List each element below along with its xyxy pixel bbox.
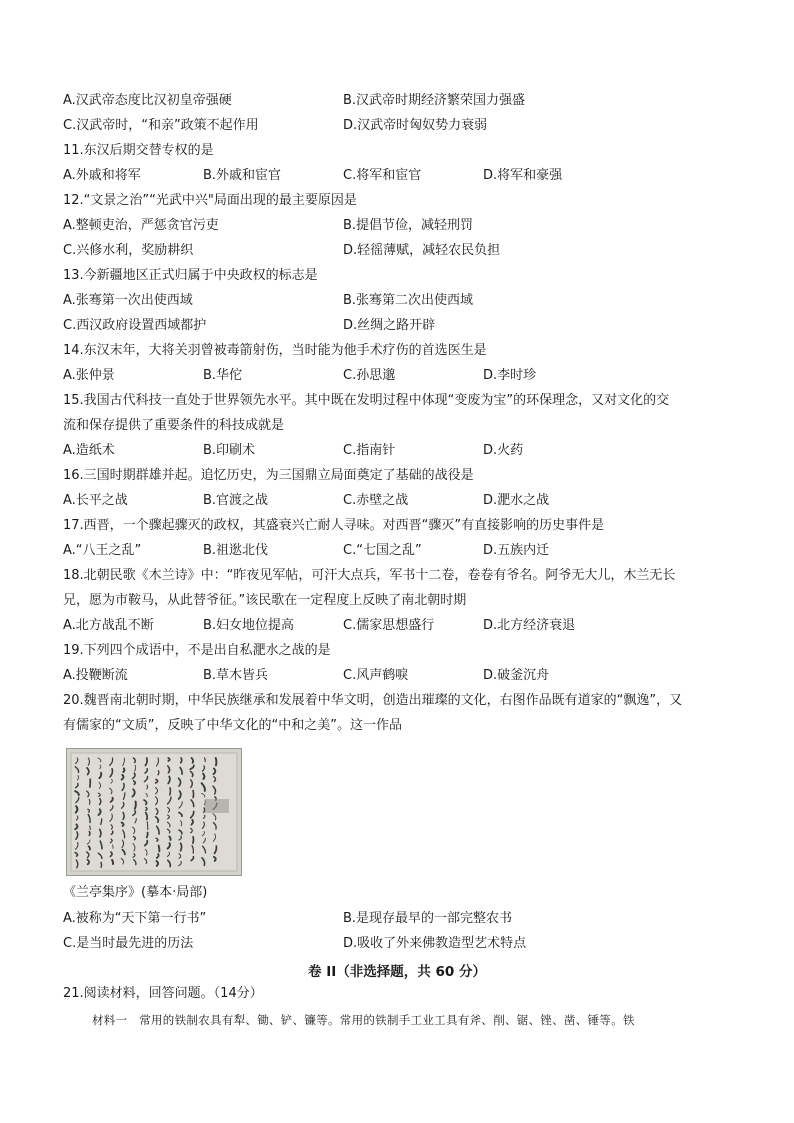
q14-option-d: D.李时珍 [483,368,537,383]
q13-option-c: C.西汉政府设置西域都护 [63,318,207,333]
q14-option-a: A.张仲景 [63,368,115,383]
q12-option-d: D.轻徭薄赋，减轻农民负担 [343,243,501,258]
q20-option-d: D.吸收了外来佛教造型艺术特点 [343,936,527,951]
brush-stroke [169,837,170,840]
q10-option-d: D.汉武帝时匈奴势力衰弱 [343,118,488,133]
q17-stem: 17.西晋，一个骤起骤灭的政权，其盛衰兴亡耐人寻味。对西晋“骤灭”有直接影响的历史事件是 [63,518,605,533]
brush-stroke [135,802,136,809]
q11-option-b: B.外戚和宦官 [203,168,282,183]
q13-option-a: A.张骞第一次出使西域 [63,293,193,308]
q20-figure-caption: 《兰亭集序》(摹本·局部) [63,885,208,900]
q18-option-d: D.北方经济衰退 [483,618,576,633]
brush-stroke [112,860,113,864]
q20-option-c: C.是当时最先进的历法 [63,936,194,951]
q21-material-1: 材料一 常用的铁制农具有犁、锄、铲、镰等。常用的铁制手工业工具有斧、削、锯、锉、凿、锤等。铁 [92,1013,635,1027]
q10-option-b: B.汉武帝时期经济繁荣国力强盛 [343,93,526,108]
q12-stem: 12.“文景之治”“光武中兴"局面出现的最主要原因是 [63,193,357,208]
q15-option-b: B.印刷术 [203,443,256,458]
q19-option-b: B.草木皆兵 [203,668,269,683]
q11-option-a: A.外戚和将军 [63,168,141,183]
q17-option-a: A.“八王之乱” [63,543,142,558]
q18-option-a: A.北方战乱不断 [63,618,154,633]
lanting-calligraphy-image [66,748,242,876]
q20-option-a: A.被称为“天下第一行书” [63,911,207,926]
q18-stem-line2: 兄，愿为市鞍马，从此替爷征。”该民歌在一定程度上反映了南北朝时期 [63,593,467,608]
q14-stem: 14.东汉末年，大将关羽曾被毒箭射伤，当时能为他手术疗伤的首选医生是 [63,343,487,358]
brush-stroke [147,822,148,830]
q18-stem-line1: 18.北朝民歌《木兰诗》中：“昨夜见军帖，可汗大点兵，军书十二卷，卷卷有爷名。阿爷无大儿，木兰无长 [63,568,676,583]
brush-stroke [101,862,102,867]
q21-stem: 21.阅读材料，回答问题。（14分） [63,986,263,1001]
q13-stem: 13.今新疆地区正式归属于中央政权的标志是 [63,268,318,283]
q11-option-d: D.将军和豪强 [483,168,563,183]
brush-stroke [193,837,194,844]
q16-option-a: A.长平之战 [63,493,128,508]
q17-option-c: C.“七国之乱” [343,543,422,558]
brush-stroke [89,832,90,836]
q11-stem: 11.东汉后期交替专权的是 [63,143,214,158]
q16-option-b: B.官渡之战 [203,493,269,508]
brush-stroke [90,826,91,830]
q15-stem-line1: 15.我国古代科技一直处于世界领先水平。其中既在发明过程中体现“变废为宝”的环保理念，又对文化的交 [63,393,670,408]
brush-stroke [181,758,182,763]
q13-option-d: D.丝绸之路开辟 [343,318,436,333]
q16-stem: 16.三国时期群雄并起。追忆历史，为三国鼎立局面奠定了基础的战役是 [63,468,474,483]
q14-option-b: B.华佗 [203,368,243,383]
q12-option-a: A.整顿吏治，严惩贪官污吏 [63,218,219,233]
brush-stroke [123,768,124,772]
brush-stroke [216,758,217,765]
q18-option-b: B.妇女地位提高 [203,618,295,633]
calligraphy-scan-graphic [67,749,241,875]
q20-option-b: B.是现存最早的一部完整农书 [343,911,513,926]
q16-option-d: D.淝水之战 [483,493,550,508]
q12-option-b: B.提倡节俭，减轻刑罚 [343,218,474,233]
section-2-title: 卷 II（非选择题，共 60 分） [308,964,486,980]
q17-option-b: B.祖逖北伐 [203,543,269,558]
brush-stroke [205,758,206,762]
q10-option-c: C.汉武帝时，“和亲”政策不起作用 [63,118,259,133]
q19-option-a: A.投鞭断流 [63,668,128,683]
q19-option-c: C.风声鹤唳 [343,668,409,683]
brush-stroke [181,843,182,851]
q15-option-c: C.指南针 [343,443,396,458]
q20-stem-line2: 有儒家的“文质”，反映了中华文化的“中和之美”。这一作品 [63,718,402,733]
q18-option-c: C.儒家思想盛行 [343,618,435,633]
q13-option-b: B.张骞第二次出使西域 [343,293,474,308]
q15-stem-line2: 流和保存提供了重要条件的科技成就是 [63,418,285,433]
brush-stroke [147,833,148,838]
q15-option-a: A.造纸术 [63,443,115,458]
q15-option-d: D.火药 [483,443,524,458]
q19-option-d: D.破釜沉舟 [483,668,550,683]
q10-option-a: A.汉武帝态度比汉初皇帝强硬 [63,93,232,108]
q14-option-c: C.孙思邈 [343,368,396,383]
q12-option-c: C.兴修水利，奖励耕织 [63,243,194,258]
q19-stem: 19.下列四个成语中，不是出自私淝水之战的是 [63,643,331,658]
brush-stroke [159,846,160,852]
q11-option-c: C.将军和宦官 [343,168,422,183]
q20-stem-line1: 20.魏晋南北朝时期，中华民族继承和发展着中华文明，创造出璀璨的文化，右图作品既有道家的“飘逸”，又 [63,693,683,708]
q17-option-d: D.五族内迁 [483,543,550,558]
brush-stroke [170,788,171,795]
q16-option-c: C.赤壁之战 [343,493,409,508]
